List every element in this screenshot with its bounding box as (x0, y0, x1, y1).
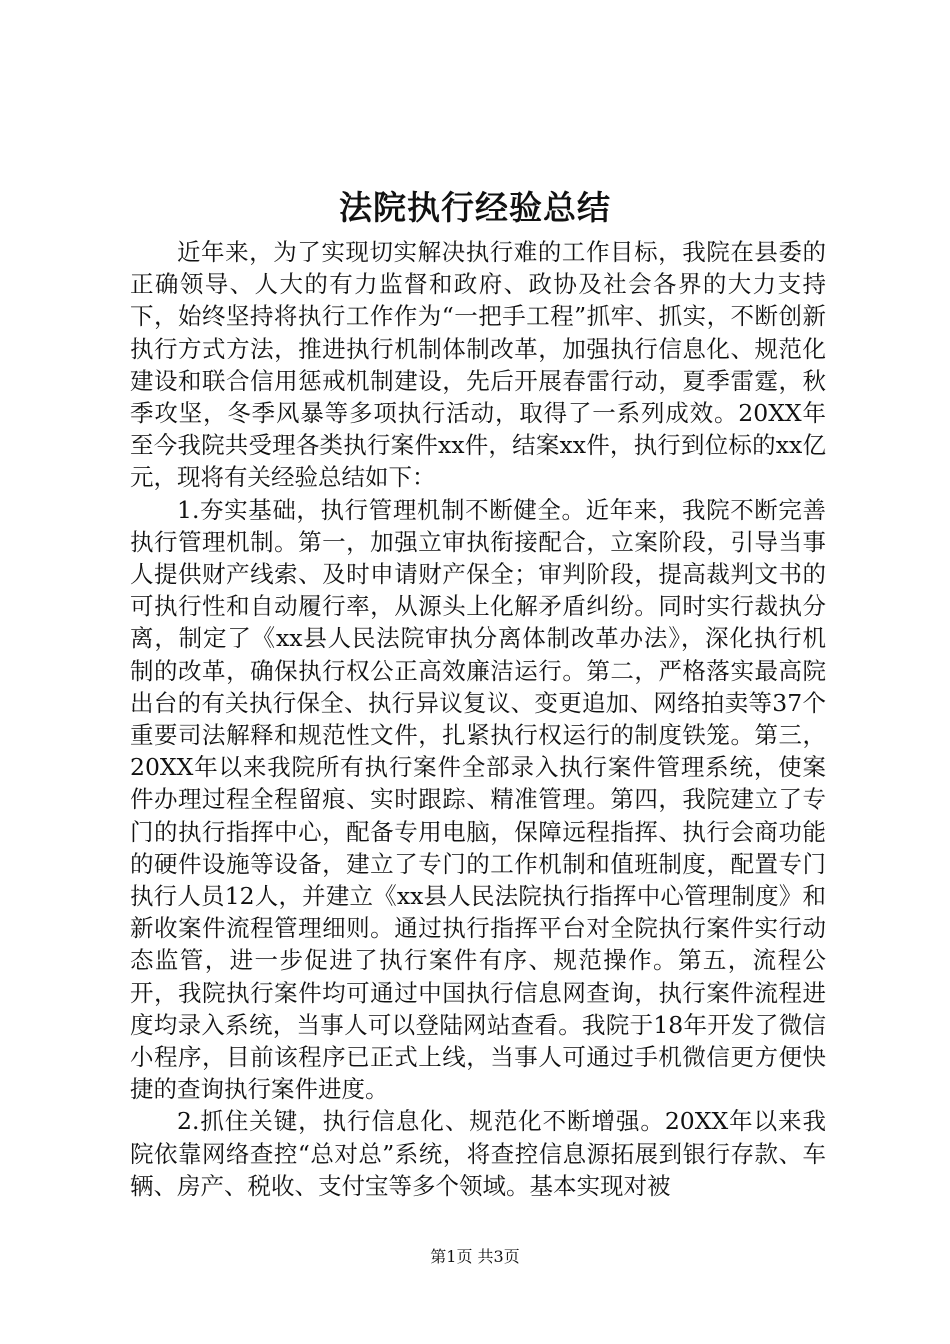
page-title: 法院执行经验总结 (339, 188, 611, 227)
document-body (130, 236, 826, 1202)
paragraph-section-2: 2.抓住关键，执行信息化、规范化不断增强。20XX年以来我院依靠网络查控“总对总”系统，将查控信息源拓展到银行存款、车辆、房产、税收、支付宝等多个领域。基本实现对被 (130, 1107, 826, 1200)
paragraph-intro: 近年来，为了实现切实解决执行难的工作目标，我院在县委的正确领导、人大的有力监督和政府、政协及社会各界的大力支持下，始终坚持将执行工作作为“一把手工程”抓牢、抓实，不断创新执行方式方法，推进执行机制体制改革，加强执行信息化、规范化建设和联合信用惩戒机制建设，先后开展春雷行动，夏季雷霆，秋季攻坚，冬季风暴等多项执行活动，取得了一系列成效。20XX年至今我院共受理各类执行案件xx件，结案xx件，执行到位标的xx亿元，现将有关经验总结如下： (130, 238, 826, 492)
paragraph-section-1: 1.夯实基础，执行管理机制不断健全。近年来，我院不断完善执行管理机制。第一，加强立审执衔接配合，立案阶段，引导当事人提供财产线索、及时申请财产保全；审判阶段，提高裁判文书的可执行性和自动履行率，从源头上化解矛盾纠纷。同时实行裁执分离，制定了《xx县人民法院审执分离体制改革办法》，深化执行机制的改革，确保执行权公正高效廉洁运行。第二，严格落实最高院出台的有关执行保全、执行异议复议、变更追加、网络拍卖等37个重要司法解释和规范性文件，扎紧执行权运行的制度铁笼。第三，20XX年以来我院所有执行案件全部录入执行案件管理系统，使案件办理过程全程留痕、实时跟踪、精准管理。第四，我院建立了专门的执行指挥中心，配备专用电脑，保障远程指挥、执行会商功能的硬件设施等设备，建立了专门的工作机制和值班制度，配置专门执行人员12人，并建立《xx县人民法院执行指挥中心管理制度》和新收案件流程管理细则。通过执行指挥平台对全院执行案件实行动态监管，进一步促进了执行案件有序、规范操作。第五，流程公开，我院执行案件均可通过中国执行信息网查询，执行案件流程进度均录入系统，当事人可以登陆网站查看。我院于18年开发了微信小程序，目前该程序已正式上线，当事人可通过手机微信更方便快捷的查询执行案件进度。 (130, 495, 826, 1104)
page-number-footer: 第1页 共3页 (430, 1247, 520, 1266)
